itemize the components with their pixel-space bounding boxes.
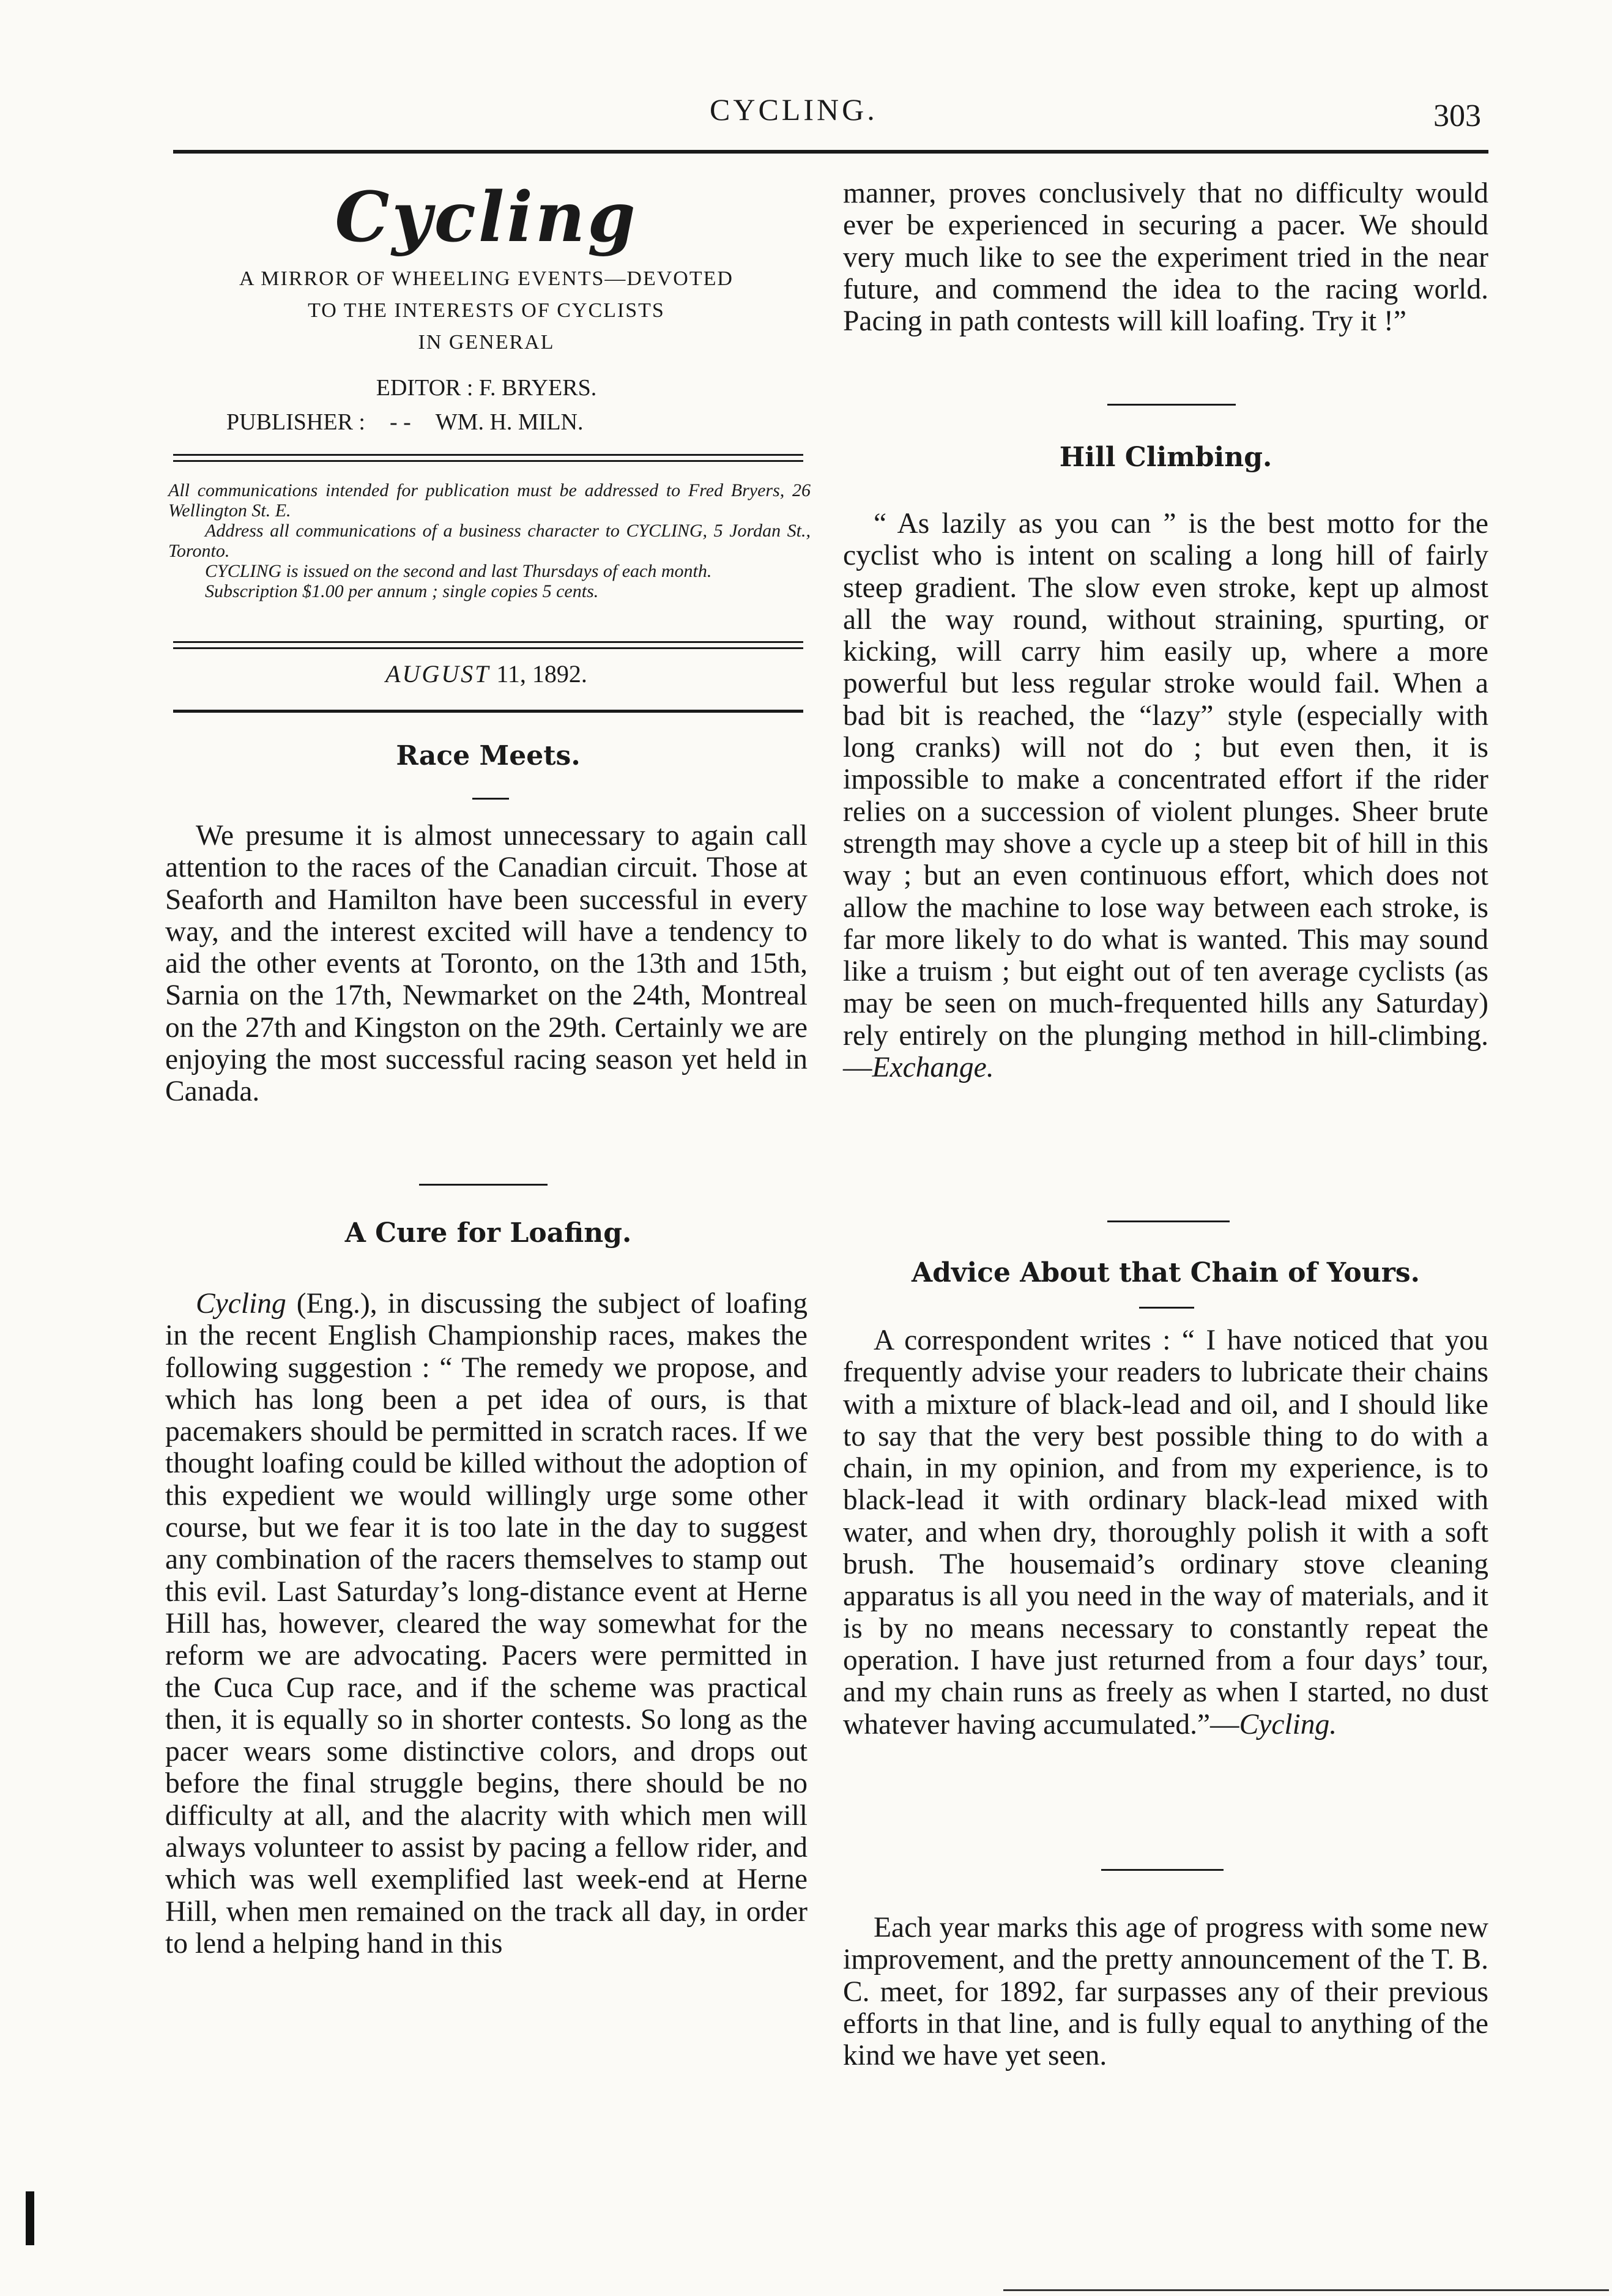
cure-for-loafing-source-lead: Cycling [196, 1288, 286, 1320]
publication-notice [168, 480, 811, 601]
masthead-double-rule-top [173, 454, 803, 456]
cure-for-loafing-heading: A Cure for Loafing. [344, 1217, 632, 1249]
masthead-subtitle-line2: TO THE INTERESTS OF CYCLISTS [308, 299, 665, 322]
notice-line-1: All communications intended for publication must be addressed to Fred Bryers, 26 Wellington St. E. [168, 480, 811, 521]
hill-climbing-end-rule [1107, 1220, 1230, 1222]
chain-advice-heading: Advice About that Chain of Yours. [912, 1257, 1420, 1288]
race-meets-body: We presume it is almost unnecessary to again call attention to the races of the Canadian circuit. Those at Seaforth and Hamilton have been successful in every way, and the interest excited will have a tendency to aid the other events at Toronto, on the 13th and 15th, Sarnia on the 17th, Newmarket on the 24th, Montreal on the 27th and Kingston on the 29th. Certainly we are enjoying the most successful racing season yet held in Canada. [165, 820, 808, 1108]
race-meets-heading: Race Meets. [396, 740, 581, 771]
publisher-name: WM. H. MILN. [435, 409, 584, 435]
bottom-edge-rule [1003, 2289, 1609, 2291]
notice-line-4: Subscription $1.00 per annum ; single copies 5 cents. [205, 581, 599, 601]
dateline-rest: 11, 1892. [496, 660, 587, 688]
cure-for-loafing-article [165, 1288, 808, 1960]
dateline [165, 659, 808, 688]
editor-line: EDITOR : F. BRYERS. [376, 375, 597, 401]
publisher-line [226, 409, 777, 436]
masthead-title: Cycling [335, 177, 638, 258]
chain-advice-end-rule [1101, 1869, 1224, 1871]
publisher-label: PUBLISHER : [226, 409, 365, 435]
notice-line-2: Address all communications of a business character to CYCLING, 5 Jordan St., Toronto. [168, 521, 811, 561]
running-header-title: CYCLING. [710, 92, 878, 127]
chain-advice-body: A correspondent writes : “ I have noticed that you frequently advise your readers to lubricate their chains with a mixture of black-lead and oil, and I should like to say that the very best possible thing to do with a chain, in my opinion, and from my experience, is to black-lead it with ordinary black-lead mixed with water, and when dry, thoroughly polish it with a soft brush. The housemaid’s ordinary stove cleaning apparatus is all you need in the way of materials, and it is by no means necessary to constantly repeat the operation. I have just returned from a four days’ tour, and my chain runs as freely as when I started, no dust whatever having accumulated.”— [843, 1324, 1488, 1741]
hill-climbing-source: Exchange. [872, 1052, 994, 1084]
chain-advice-heading-rule [1139, 1307, 1194, 1309]
chain-advice-source: Cycling. [1239, 1708, 1337, 1741]
tbc-meet-article [843, 1912, 1488, 2071]
notice-line-3: CYCLING is issued on the second and last Thursdays of each month. [205, 561, 712, 581]
dateline-month: AUGUST [385, 660, 491, 688]
masthead-double-rule-bottom [173, 460, 803, 462]
publisher-dashes: - - [389, 409, 411, 435]
hill-climbing-body: “ As lazily as you can ” is the best motto for the cyclist who is intent on scaling a long hill of fairly steep gradient. The slow even stroke, kept up almost all the way round, without straining, spurting, or kicking, will carry him easily up, where a more powerful but less regular stroke would fail. When a bad bit is reached, the “lazy” style (especially with long cranks) will not do ; but even then, it is impossible to make a concentrated effort if the rider relies on a succession of violent plunges. Sheer brute strength may shove a cycle up a steep bit of hill in this way ; but an even continuous effort, which does not allow the machine to lose way between each stroke, is far more likely to do what is wanted. This may sound like a truism ; but eight out of ten average cyclists (as may be seen on much-frequented hills any Saturday) rely entirely on the plunging method in hill-climbing.— [843, 508, 1488, 1084]
notice-double-rule-bottom [173, 647, 803, 649]
cure-for-loafing-body: (Eng.), in discussing the subject of loafing in the recent English Championship races, makes the following suggestion : “ The remedy we propose, and which has long been a pet idea of ours, is that pacemakers should be permitted in scratch races. If we thought loafing could be killed without the adoption of this expedient we would willingly urge some other course, but we fear it is too late in the day to suggest any combination of the racers themselves to stamp out this evil. Last Saturday’s long-distance event at Herne Hill has, however, cleared the way somewhat for the reform we are advocating. Pacers were permitted in the Cuca Cup race, and if the scheme was practical then, it is equally so in shorter contests. So long as the pacer wears some distinctive colors, and drops out before the final struggle begins, there should be no difficulty at all, and the alacrity with which men will always volunteer to assist by pacing a fellow rider, and which was well exemplified last week-end at Herne Hill, when men remained on the track all day, in order to lend a helping hand in this [165, 1288, 808, 1960]
hill-climbing-article [843, 508, 1488, 1083]
margin-ink-mark [26, 2191, 34, 2245]
continuation-end-rule [1107, 404, 1236, 406]
race-meets-heading-rule [472, 798, 509, 800]
header-rule [173, 150, 1488, 154]
race-meets-end-rule [419, 1184, 548, 1186]
hill-climbing-heading: Hill Climbing. [1059, 442, 1272, 473]
notice-double-rule-top [173, 641, 803, 643]
masthead-subtitle-line1: A MIRROR OF WHEELING EVENTS—DEVOTED [239, 267, 734, 290]
cure-for-loafing-continuation-block [843, 177, 1488, 337]
cure-for-loafing-continuation: manner, proves conclusively that no difficulty would ever be experienced in securing a pacer. We should very much like to see the experiment tried in the near future, and commend the idea to the racing world. Pacing in path contests will kill loafing. Try it !” [843, 177, 1488, 338]
race-meets-article [165, 820, 808, 1108]
dateline-rule [173, 710, 803, 713]
masthead-subtitle-line3: IN GENERAL [418, 331, 555, 354]
tbc-meet-body: Each year marks this age of progress with some new improvement, and the pretty announcement of the T. B. C. meet, for 1892, far surpasses any of their previous efforts in that line, and is fully equal to anything of the kind we have yet seen. [843, 1912, 1488, 2072]
chain-advice-article [843, 1324, 1488, 1741]
page-number: 303 [1433, 98, 1481, 133]
